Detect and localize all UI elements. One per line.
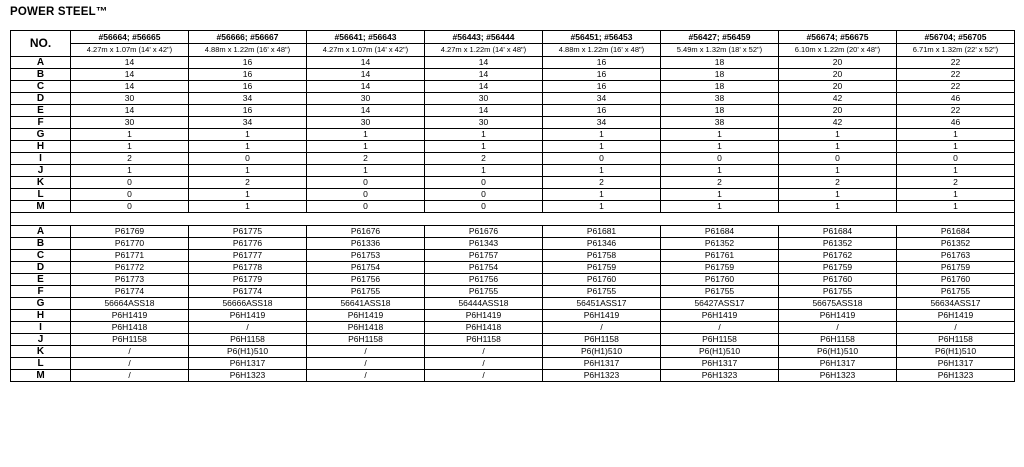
quantity-cell: 14 <box>425 81 543 93</box>
quantity-cell: 1 <box>661 129 779 141</box>
model-header: #56666; #56667 <box>189 31 307 44</box>
part-number-cell: P6H1418 <box>425 322 543 334</box>
part-number-cell: P6H1158 <box>425 334 543 346</box>
part-number-cell: P61756 <box>425 274 543 286</box>
quantity-cell: 18 <box>661 57 779 69</box>
part-number-cell: P61778 <box>189 262 307 274</box>
quantity-cell: 1 <box>307 165 425 177</box>
row-label: H <box>11 310 71 322</box>
quantity-cell: 2 <box>71 153 189 165</box>
part-number-cell: 56666ASS18 <box>189 298 307 310</box>
model-header: #56451; #56453 <box>543 31 661 44</box>
size-header: 4.88m x 1.22m (16' x 48") <box>189 44 307 57</box>
part-number-cell: P61336 <box>307 238 425 250</box>
part-number-cell: P6H1323 <box>189 370 307 382</box>
quantity-cell: 16 <box>189 57 307 69</box>
quantity-cell: 42 <box>779 117 897 129</box>
quantity-cell: 30 <box>71 93 189 105</box>
row-label: L <box>11 358 71 370</box>
part-number-cell: P61346 <box>543 238 661 250</box>
part-number-cell: P61352 <box>779 238 897 250</box>
quantity-row <box>11 165 1015 177</box>
quantity-cell: 20 <box>779 105 897 117</box>
quantity-cell: 30 <box>307 117 425 129</box>
part-number-cell: P61760 <box>661 274 779 286</box>
section-divider-row <box>11 213 1015 226</box>
part-number-cell: P61343 <box>425 238 543 250</box>
part-number-cell: P6H1158 <box>897 334 1015 346</box>
quantity-cell: 0 <box>779 153 897 165</box>
size-header: 6.71m x 1.32m (22' x 52") <box>897 44 1015 57</box>
part-number-cell: P61759 <box>661 262 779 274</box>
part-number-cell: P61771 <box>71 250 189 262</box>
row-label: F <box>11 117 71 129</box>
part-number-cell: 56641ASS18 <box>307 298 425 310</box>
no-column-header: NO. <box>11 31 71 57</box>
quantity-cell: 1 <box>71 165 189 177</box>
quantity-cell: 1 <box>543 165 661 177</box>
part-row <box>11 310 1015 322</box>
row-label: M <box>11 201 71 213</box>
part-number-cell: P6H1323 <box>897 370 1015 382</box>
row-label: L <box>11 189 71 201</box>
quantity-cell: 1 <box>661 201 779 213</box>
part-row <box>11 226 1015 238</box>
row-label: B <box>11 238 71 250</box>
part-row <box>11 274 1015 286</box>
part-number-cell: 56634ASS17 <box>897 298 1015 310</box>
part-number-cell: P61773 <box>71 274 189 286</box>
quantity-cell: 2 <box>307 153 425 165</box>
quantity-cell: 16 <box>543 105 661 117</box>
quantity-cell: 22 <box>897 105 1015 117</box>
row-label: C <box>11 250 71 262</box>
row-label: M <box>11 370 71 382</box>
quantity-cell: 1 <box>307 129 425 141</box>
part-number-cell: P61756 <box>307 274 425 286</box>
quantity-cell: 1 <box>543 141 661 153</box>
part-number-cell: / <box>71 370 189 382</box>
size-header: 6.10m x 1.22m (20' x 48") <box>779 44 897 57</box>
part-number-cell: P61684 <box>897 226 1015 238</box>
part-number-cell: / <box>425 346 543 358</box>
quantity-cell: 14 <box>425 69 543 81</box>
part-number-cell: / <box>543 322 661 334</box>
quantity-cell: 1 <box>543 129 661 141</box>
part-number-cell: P61755 <box>661 286 779 298</box>
quantity-cell: 1 <box>779 201 897 213</box>
row-label: D <box>11 93 71 105</box>
quantity-row <box>11 105 1015 117</box>
quantity-cell: 2 <box>543 177 661 189</box>
part-number-cell: P61759 <box>779 262 897 274</box>
quantity-cell: 16 <box>189 81 307 93</box>
part-number-cell: P6H1317 <box>661 358 779 370</box>
part-number-cell: 56675ASS18 <box>779 298 897 310</box>
part-number-cell: P61774 <box>189 286 307 298</box>
part-number-cell: P6H1158 <box>307 334 425 346</box>
part-number-cell: P61760 <box>897 274 1015 286</box>
row-label: I <box>11 153 71 165</box>
quantity-cell: 1 <box>897 201 1015 213</box>
part-number-cell: P6H1419 <box>189 310 307 322</box>
quantity-cell: 22 <box>897 69 1015 81</box>
quantity-cell: 14 <box>425 105 543 117</box>
quantity-cell: 38 <box>661 117 779 129</box>
part-number-cell: / <box>897 322 1015 334</box>
part-number-cell: P6H1418 <box>71 322 189 334</box>
part-number-cell: P61754 <box>425 262 543 274</box>
quantity-cell: 2 <box>189 177 307 189</box>
part-number-cell: P61777 <box>189 250 307 262</box>
quantity-row <box>11 81 1015 93</box>
part-number-cell: P61775 <box>189 226 307 238</box>
part-number-cell: P6H1158 <box>543 334 661 346</box>
part-number-cell: / <box>307 370 425 382</box>
size-header: 4.27m x 1.07m (14' x 42") <box>307 44 425 57</box>
quantity-cell: 14 <box>307 69 425 81</box>
quantity-cell: 1 <box>779 129 897 141</box>
model-header: #56427; #56459 <box>661 31 779 44</box>
quantity-cell: 1 <box>189 165 307 177</box>
part-number-cell: P6H1158 <box>661 334 779 346</box>
quantity-cell: 2 <box>661 177 779 189</box>
quantity-cell: 1 <box>71 141 189 153</box>
part-number-cell: P61769 <box>71 226 189 238</box>
part-number-cell: P6H1419 <box>543 310 661 322</box>
part-number-cell: P6H1158 <box>189 334 307 346</box>
part-number-cell: P6H1323 <box>661 370 779 382</box>
part-number-cell: 56451ASS17 <box>543 298 661 310</box>
quantity-cell: 1 <box>543 201 661 213</box>
part-number-cell: P6H1419 <box>661 310 779 322</box>
part-number-cell: P6H1158 <box>71 334 189 346</box>
part-row <box>11 334 1015 346</box>
parts-table <box>10 30 1015 382</box>
size-header: 4.88m x 1.22m (16' x 48") <box>543 44 661 57</box>
quantity-cell: 0 <box>425 189 543 201</box>
quantity-row <box>11 69 1015 81</box>
quantity-cell: 30 <box>425 93 543 105</box>
part-row <box>11 358 1015 370</box>
quantity-cell: 0 <box>661 153 779 165</box>
part-number-cell: P6(H1)510 <box>189 346 307 358</box>
row-label: I <box>11 322 71 334</box>
part-number-cell: P6H1317 <box>543 358 661 370</box>
quantity-cell: 1 <box>661 141 779 153</box>
part-number-cell: P6H1323 <box>543 370 661 382</box>
part-number-cell: P6(H1)510 <box>543 346 661 358</box>
quantity-row <box>11 177 1015 189</box>
part-number-cell: P61758 <box>543 250 661 262</box>
model-header: #56641; #56643 <box>307 31 425 44</box>
quantity-cell: 0 <box>307 177 425 189</box>
page-title: POWER STEEL™ <box>10 6 108 18</box>
quantity-cell: 18 <box>661 81 779 93</box>
quantity-cell: 34 <box>189 93 307 105</box>
part-number-cell: P6H1419 <box>779 310 897 322</box>
row-label: J <box>11 334 71 346</box>
part-number-cell: P6H1419 <box>71 310 189 322</box>
part-number-cell: P6H1317 <box>897 358 1015 370</box>
part-number-cell: / <box>71 346 189 358</box>
quantity-cell: 14 <box>307 57 425 69</box>
quantity-cell: 1 <box>307 141 425 153</box>
quantity-cell: 0 <box>897 153 1015 165</box>
model-header: #56443; #56444 <box>425 31 543 44</box>
part-number-cell: / <box>661 322 779 334</box>
part-number-cell: P61776 <box>189 238 307 250</box>
quantity-cell: 0 <box>543 153 661 165</box>
part-number-cell: / <box>779 322 897 334</box>
row-label: K <box>11 346 71 358</box>
part-number-cell: P6H1317 <box>189 358 307 370</box>
quantity-cell: 14 <box>71 69 189 81</box>
quantity-cell: 0 <box>71 177 189 189</box>
part-row <box>11 238 1015 250</box>
quantity-cell: 0 <box>425 177 543 189</box>
quantity-cell: 30 <box>307 93 425 105</box>
part-number-cell: P61676 <box>425 226 543 238</box>
quantity-cell: 14 <box>307 81 425 93</box>
part-number-cell: P61755 <box>779 286 897 298</box>
part-number-cell: / <box>307 358 425 370</box>
part-number-cell: 56427ASS17 <box>661 298 779 310</box>
part-number-cell: 56664ASS18 <box>71 298 189 310</box>
quantity-cell: 1 <box>189 189 307 201</box>
quantity-cell: 16 <box>189 105 307 117</box>
part-number-cell: P61772 <box>71 262 189 274</box>
quantity-row <box>11 57 1015 69</box>
size-header: 5.49m x 1.32m (18' x 52") <box>661 44 779 57</box>
part-number-cell: P61774 <box>71 286 189 298</box>
part-number-cell: P6H1323 <box>779 370 897 382</box>
part-number-cell: P61755 <box>307 286 425 298</box>
quantity-cell: 1 <box>779 165 897 177</box>
quantity-cell: 0 <box>307 201 425 213</box>
quantity-cell: 46 <box>897 117 1015 129</box>
quantity-cell: 16 <box>189 69 307 81</box>
part-row <box>11 370 1015 382</box>
part-row <box>11 286 1015 298</box>
quantity-row <box>11 141 1015 153</box>
part-number-cell: P61755 <box>897 286 1015 298</box>
row-label: K <box>11 177 71 189</box>
quantity-cell: 1 <box>189 141 307 153</box>
quantity-cell: 1 <box>543 189 661 201</box>
part-row <box>11 346 1015 358</box>
part-number-cell: P61761 <box>661 250 779 262</box>
part-row <box>11 298 1015 310</box>
part-number-cell: P61779 <box>189 274 307 286</box>
model-header: #56664; #56665 <box>71 31 189 44</box>
parts-table-body <box>11 31 1015 382</box>
row-label: J <box>11 165 71 177</box>
quantity-cell: 2 <box>779 177 897 189</box>
quantity-cell: 34 <box>543 93 661 105</box>
part-number-cell: P61759 <box>897 262 1015 274</box>
part-number-cell: / <box>425 370 543 382</box>
quantity-cell: 30 <box>425 117 543 129</box>
part-number-cell: P6H1317 <box>779 358 897 370</box>
quantity-cell: 1 <box>779 189 897 201</box>
part-number-cell: P6H1419 <box>897 310 1015 322</box>
part-number-cell: P61770 <box>71 238 189 250</box>
quantity-cell: 14 <box>307 105 425 117</box>
part-row <box>11 322 1015 334</box>
quantity-cell: 30 <box>71 117 189 129</box>
part-number-cell: P61676 <box>307 226 425 238</box>
part-number-cell: P61753 <box>307 250 425 262</box>
quantity-cell: 1 <box>661 189 779 201</box>
quantity-cell: 1 <box>897 129 1015 141</box>
quantity-cell: 1 <box>189 201 307 213</box>
quantity-cell: 1 <box>189 129 307 141</box>
row-label: F <box>11 286 71 298</box>
part-number-cell: P61352 <box>661 238 779 250</box>
quantity-cell: 1 <box>71 129 189 141</box>
quantity-cell: 20 <box>779 81 897 93</box>
model-header: #56704; #56705 <box>897 31 1015 44</box>
quantity-cell: 0 <box>71 201 189 213</box>
header-size-row <box>11 44 1015 57</box>
quantity-cell: 0 <box>71 189 189 201</box>
part-number-cell: P6(H1)510 <box>897 346 1015 358</box>
part-number-cell: / <box>71 358 189 370</box>
quantity-row <box>11 189 1015 201</box>
row-label: H <box>11 141 71 153</box>
size-header: 4.27m x 1.07m (14' x 42") <box>71 44 189 57</box>
quantity-cell: 20 <box>779 69 897 81</box>
part-number-cell: P61759 <box>543 262 661 274</box>
part-number-cell: P6(H1)510 <box>661 346 779 358</box>
row-label: G <box>11 298 71 310</box>
row-label: B <box>11 69 71 81</box>
part-number-cell: P6(H1)510 <box>779 346 897 358</box>
part-number-cell: P61681 <box>543 226 661 238</box>
part-number-cell: P61763 <box>897 250 1015 262</box>
quantity-cell: 0 <box>425 201 543 213</box>
quantity-cell: 0 <box>189 153 307 165</box>
quantity-cell: 46 <box>897 93 1015 105</box>
quantity-cell: 14 <box>425 57 543 69</box>
row-label: D <box>11 262 71 274</box>
part-number-cell: / <box>307 346 425 358</box>
part-number-cell: P61684 <box>779 226 897 238</box>
part-number-cell: P6H1419 <box>307 310 425 322</box>
quantity-cell: 1 <box>779 141 897 153</box>
part-number-cell: P61755 <box>425 286 543 298</box>
part-number-cell: / <box>425 358 543 370</box>
quantity-cell: 2 <box>425 153 543 165</box>
quantity-cell: 1 <box>425 141 543 153</box>
quantity-row <box>11 201 1015 213</box>
part-number-cell: P6H1418 <box>307 322 425 334</box>
quantity-cell: 14 <box>71 57 189 69</box>
part-number-cell: P61684 <box>661 226 779 238</box>
row-label: G <box>11 129 71 141</box>
quantity-cell: 34 <box>189 117 307 129</box>
quantity-row <box>11 153 1015 165</box>
part-number-cell: P6H1419 <box>425 310 543 322</box>
part-number-cell: P61755 <box>543 286 661 298</box>
quantity-cell: 14 <box>71 81 189 93</box>
quantity-cell: 16 <box>543 69 661 81</box>
quantity-cell: 22 <box>897 81 1015 93</box>
quantity-cell: 34 <box>543 117 661 129</box>
part-number-cell: P61760 <box>779 274 897 286</box>
row-label: E <box>11 105 71 117</box>
quantity-cell: 16 <box>543 81 661 93</box>
quantity-cell: 14 <box>71 105 189 117</box>
quantity-cell: 1 <box>425 129 543 141</box>
quantity-row <box>11 129 1015 141</box>
quantity-cell: 20 <box>779 57 897 69</box>
row-label: E <box>11 274 71 286</box>
row-label: A <box>11 57 71 69</box>
part-number-cell: P61754 <box>307 262 425 274</box>
quantity-cell: 1 <box>425 165 543 177</box>
quantity-cell: 1 <box>661 165 779 177</box>
part-number-cell: P6H1158 <box>779 334 897 346</box>
quantity-cell: 1 <box>897 141 1015 153</box>
part-number-cell: P61762 <box>779 250 897 262</box>
quantity-cell: 1 <box>897 165 1015 177</box>
header-model-row <box>11 31 1015 44</box>
quantity-cell: 1 <box>897 189 1015 201</box>
quantity-cell: 18 <box>661 105 779 117</box>
part-row <box>11 262 1015 274</box>
row-label: A <box>11 226 71 238</box>
part-number-cell: P61760 <box>543 274 661 286</box>
part-number-cell: 56444ASS18 <box>425 298 543 310</box>
model-header: #56674; #56675 <box>779 31 897 44</box>
row-label: C <box>11 81 71 93</box>
quantity-cell: 16 <box>543 57 661 69</box>
quantity-cell: 22 <box>897 57 1015 69</box>
section-divider <box>11 213 1015 226</box>
quantity-row <box>11 93 1015 105</box>
size-header: 4.27m x 1.22m (14' x 48") <box>425 44 543 57</box>
quantity-cell: 38 <box>661 93 779 105</box>
quantity-cell: 0 <box>307 189 425 201</box>
quantity-cell: 42 <box>779 93 897 105</box>
part-number-cell: P61757 <box>425 250 543 262</box>
part-number-cell: / <box>189 322 307 334</box>
part-number-cell: P61352 <box>897 238 1015 250</box>
quantity-cell: 18 <box>661 69 779 81</box>
quantity-cell: 2 <box>897 177 1015 189</box>
quantity-row <box>11 117 1015 129</box>
part-row <box>11 250 1015 262</box>
